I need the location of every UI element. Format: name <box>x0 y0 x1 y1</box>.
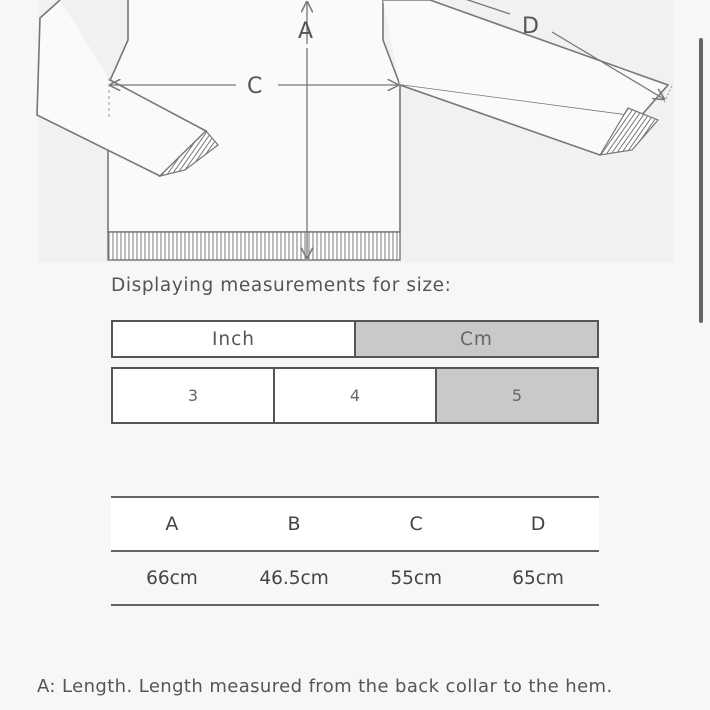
unit-toggle <box>111 320 599 358</box>
hem-ribbing <box>108 232 400 260</box>
measurement-footnote: A: Length. Length measured from the back collar to the hem. <box>37 676 613 697</box>
measure-d-label: D <box>522 14 539 39</box>
garment-diagram-panel <box>38 0 674 262</box>
header-b: B <box>233 497 355 551</box>
measurement-value-row <box>111 551 599 605</box>
value-b: 46.5cm <box>233 551 355 605</box>
measure-a-label: A <box>298 19 314 44</box>
header-a: A <box>111 497 233 551</box>
unit-inch-button[interactable]: Inch <box>111 320 356 358</box>
measure-c-label: C <box>247 74 263 99</box>
measurement-table <box>111 496 599 606</box>
unit-cm-button[interactable]: Cm <box>356 320 599 358</box>
value-c: 55cm <box>355 551 477 605</box>
measurement-header-row <box>111 497 599 551</box>
value-a: 66cm <box>111 551 233 605</box>
size-toggle <box>111 367 599 424</box>
header-c: C <box>355 497 477 551</box>
header-d: D <box>477 497 599 551</box>
sweater-measurement-diagram <box>0 0 710 270</box>
size-3-button[interactable]: 3 <box>111 367 275 424</box>
page-scrollbar[interactable] <box>699 38 703 323</box>
size-4-button[interactable]: 4 <box>275 367 437 424</box>
size-5-button[interactable]: 5 <box>437 367 599 424</box>
size-prompt-label: Displaying measurements for size: <box>111 275 452 296</box>
value-d: 65cm <box>477 551 599 605</box>
